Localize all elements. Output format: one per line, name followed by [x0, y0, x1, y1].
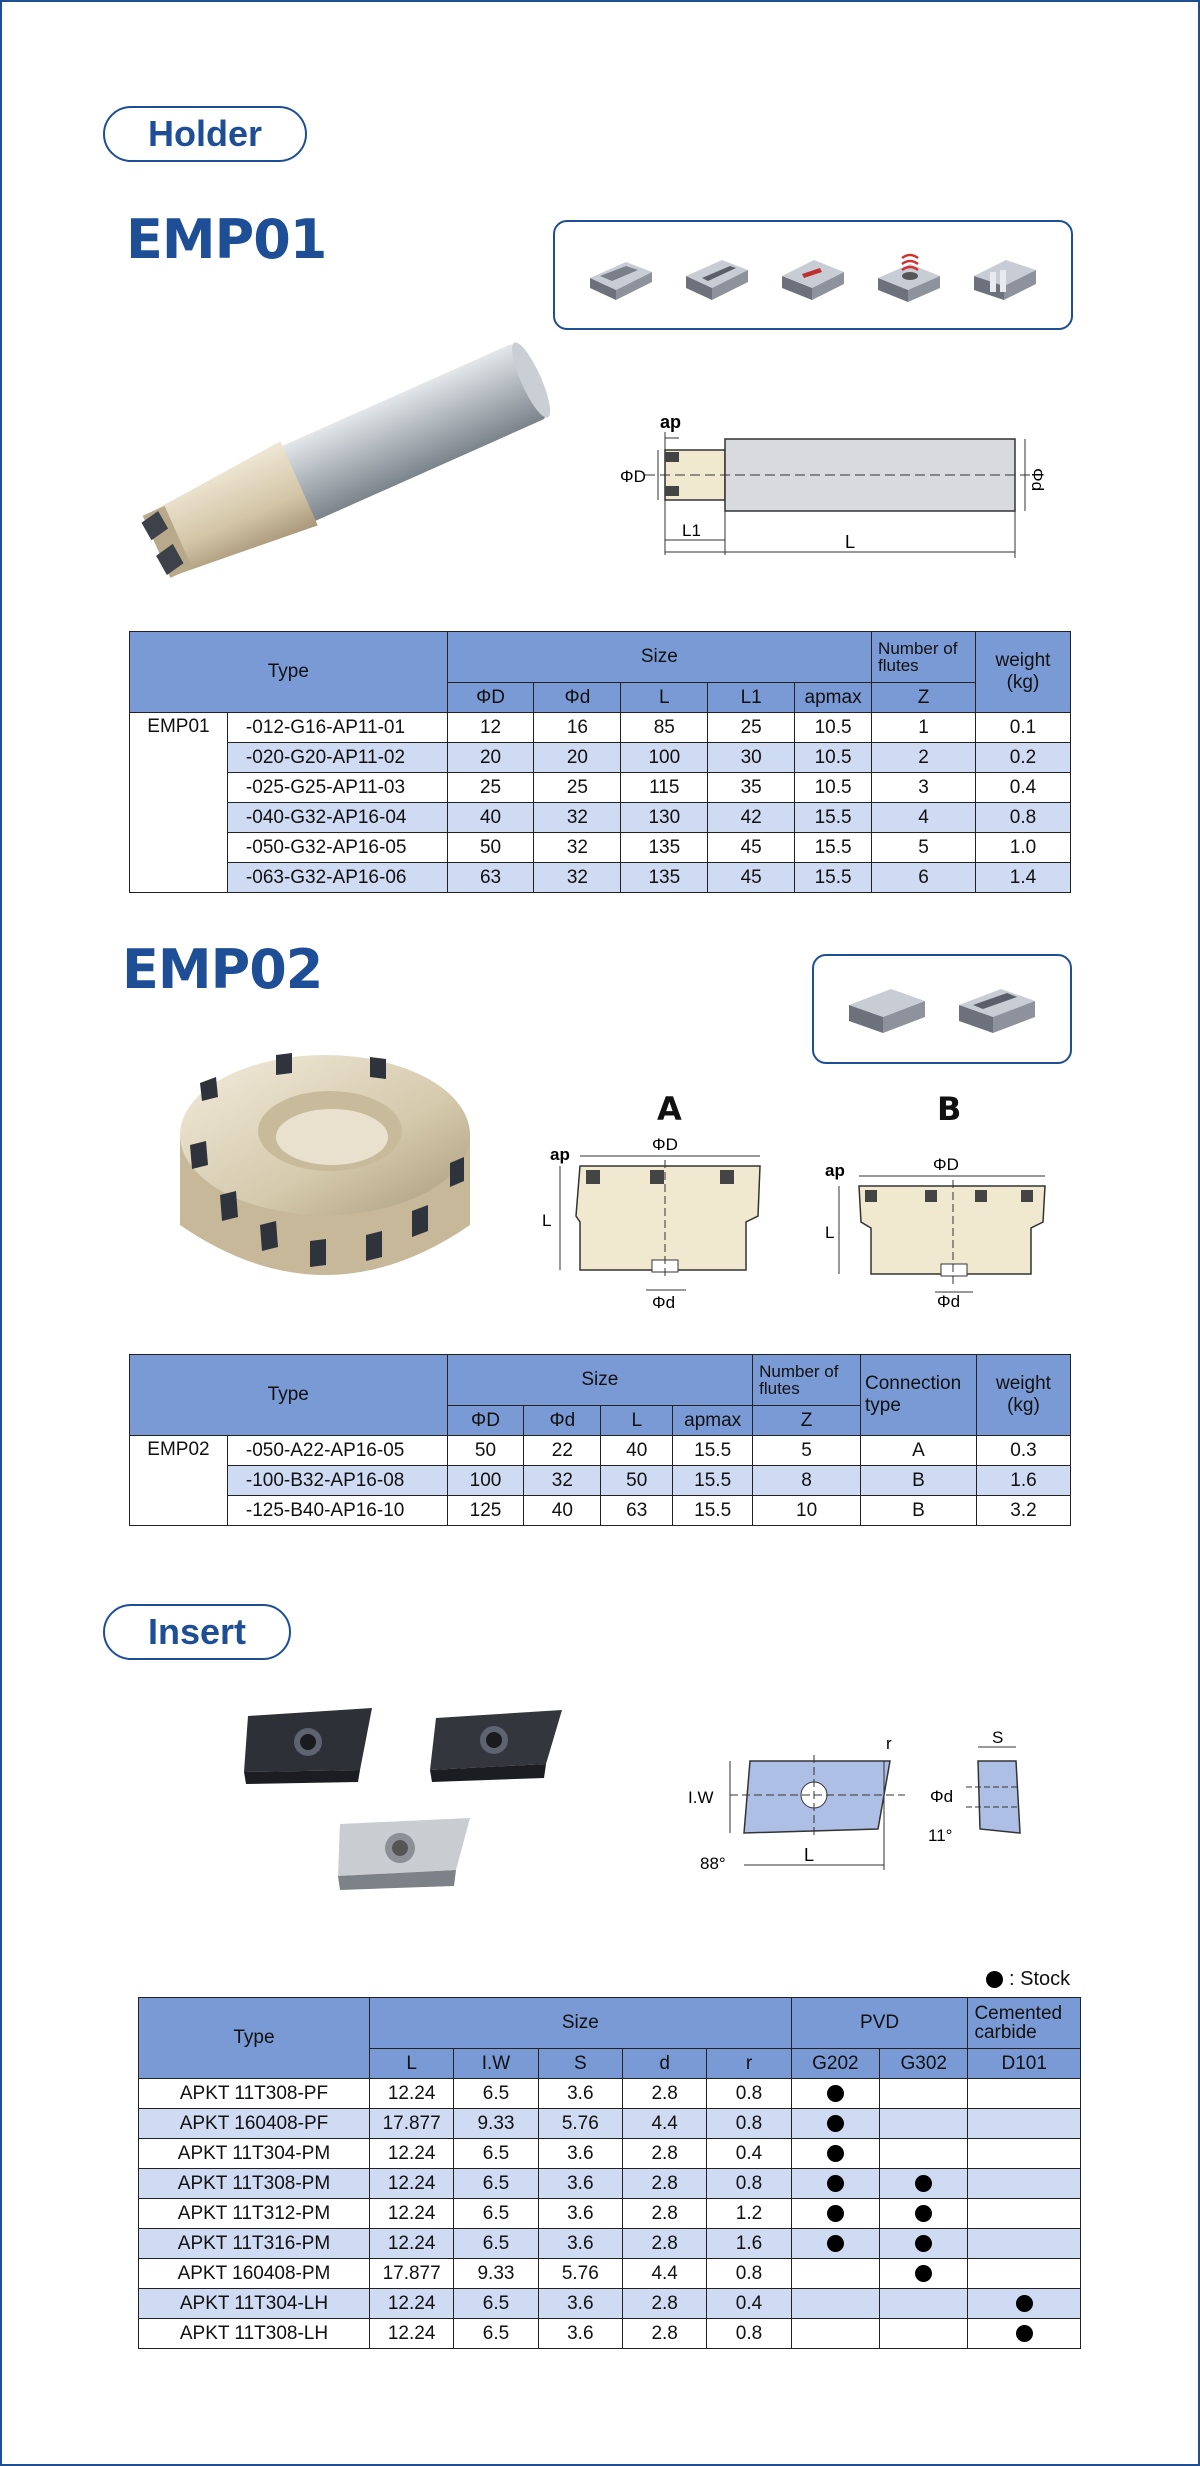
value-cell: 2.8	[623, 2229, 707, 2259]
emp01-spec-table	[129, 631, 1071, 893]
emp02-tool-image	[160, 1035, 490, 1315]
col-size-header: Size	[369, 1998, 791, 2049]
value-cell: 0.8	[707, 2169, 791, 2199]
table-row	[130, 1496, 1071, 1526]
emp01-dimension-diagram	[620, 410, 1050, 560]
type-code-cell: -025-G25-AP11-03	[227, 773, 447, 803]
value-cell: 3	[872, 773, 976, 803]
table-row	[130, 803, 1071, 833]
stock-dot-icon	[1016, 2295, 1033, 2312]
shoulder-milling-icon	[586, 248, 656, 303]
stock-cell	[791, 2199, 879, 2229]
col-size-header: Size	[447, 1355, 753, 1406]
emp02-diagram-a	[540, 1130, 770, 1310]
stock-dot-icon	[915, 2265, 932, 2282]
value-cell: 40	[601, 1436, 673, 1466]
phi-d-label: Φd	[1028, 468, 1047, 492]
stock-cell	[880, 2079, 968, 2109]
stock-cell	[880, 2289, 968, 2319]
L1-label: L1	[682, 521, 701, 540]
ap-label: ap	[660, 412, 682, 432]
value-cell: 115	[621, 773, 708, 803]
r-label: r	[886, 1734, 892, 1753]
type-code-cell: -125-B40-AP16-10	[227, 1496, 447, 1526]
sub-header: apmax	[673, 1406, 753, 1436]
value-cell: 2.8	[623, 2139, 707, 2169]
stock-cell	[880, 2139, 968, 2169]
L-label: L	[845, 532, 856, 552]
value-cell: 3.6	[538, 2139, 622, 2169]
value-cell: 10	[753, 1496, 861, 1526]
value-cell: 25	[708, 713, 795, 743]
type-code-cell: -050-G32-AP16-05	[227, 833, 447, 863]
col-type-header: Type	[130, 1355, 448, 1436]
col-flutes-header: Number of flutes	[753, 1355, 861, 1406]
insert-type-cell: APKT 11T304-LH	[139, 2289, 370, 2319]
value-cell: 0.3	[976, 1436, 1070, 1466]
value-cell: 10.5	[795, 773, 872, 803]
table-row	[130, 713, 1071, 743]
stock-cell	[968, 2229, 1081, 2259]
stock-cell	[791, 2229, 879, 2259]
shoulder-milling-icon	[845, 979, 929, 1039]
value-cell: 6.5	[454, 2139, 538, 2169]
insert-spec-table	[138, 1997, 1081, 2349]
value-cell: 0.8	[975, 803, 1070, 833]
insert-section-title: Insert	[103, 1604, 291, 1660]
insert-type-cell: APKT 11T308-PF	[139, 2079, 370, 2109]
value-cell: 5.76	[538, 2259, 622, 2289]
stock-cell	[968, 2139, 1081, 2169]
value-cell: 1.6	[707, 2229, 791, 2259]
insert-photos	[240, 1700, 580, 1900]
emp01-application-icons	[553, 220, 1073, 330]
value-cell: 1.0	[975, 833, 1070, 863]
insert-dark-1	[244, 1708, 372, 1784]
value-cell: 0.2	[975, 743, 1070, 773]
phi-d-label: Φd	[652, 1293, 676, 1312]
series-cell: EMP01	[130, 713, 228, 893]
value-cell: 2.8	[623, 2169, 707, 2199]
value-cell: 17.877	[369, 2109, 453, 2139]
sub-header: S	[538, 2049, 622, 2079]
value-cell: 6	[872, 863, 976, 893]
stock-dot-icon	[827, 2085, 844, 2102]
phi-d-label: Φd	[930, 1787, 954, 1806]
stock-dot-icon	[827, 2235, 844, 2252]
stock-legend-text: : Stock	[1009, 1968, 1071, 1990]
table-row	[139, 2259, 1081, 2289]
value-cell: 3.6	[538, 2229, 622, 2259]
emp01-tool-image	[120, 345, 580, 585]
table-row	[130, 773, 1071, 803]
value-cell: 100	[621, 743, 708, 773]
value-cell: 40	[524, 1496, 601, 1526]
type-code-cell: -050-A22-AP16-05	[227, 1436, 447, 1466]
value-cell: 42	[708, 803, 795, 833]
stock-dot-icon	[915, 2175, 932, 2192]
table-row	[139, 2229, 1081, 2259]
value-cell: 32	[534, 863, 621, 893]
value-cell: 25	[447, 773, 534, 803]
type-code-cell: -020-G20-AP11-02	[227, 743, 447, 773]
sub-header: L1	[708, 683, 795, 713]
value-cell: 0.8	[707, 2109, 791, 2139]
value-cell: 1.6	[976, 1466, 1070, 1496]
value-cell: 2	[872, 743, 976, 773]
value-cell: 12	[447, 713, 534, 743]
value-cell: 15.5	[795, 803, 872, 833]
phi-D-label: ΦD	[652, 1135, 678, 1154]
value-cell: 40	[447, 803, 534, 833]
col-size-header: Size	[447, 632, 871, 683]
L-label: L	[542, 1211, 552, 1230]
value-cell: 85	[621, 713, 708, 743]
insert-type-cell: APKT 11T308-LH	[139, 2319, 370, 2349]
stock-cell	[791, 2289, 879, 2319]
stock-dot-icon	[827, 2115, 844, 2132]
stock-cell	[968, 2079, 1081, 2109]
table-row	[139, 2109, 1081, 2139]
sub-header: Φd	[534, 683, 621, 713]
L-label: L	[804, 1845, 815, 1865]
value-cell: 0.8	[707, 2259, 791, 2289]
stock-cell	[880, 2109, 968, 2139]
stock-cell	[791, 2259, 879, 2289]
stock-cell	[968, 2169, 1081, 2199]
insert-silver	[338, 1818, 470, 1890]
value-cell: 1.2	[707, 2199, 791, 2229]
stock-cell	[968, 2259, 1081, 2289]
value-cell: 6.5	[454, 2199, 538, 2229]
value-cell: 12.24	[369, 2139, 453, 2169]
col-type-header: Type	[139, 1998, 370, 2079]
value-cell: 100	[447, 1466, 524, 1496]
value-cell: 3.6	[538, 2169, 622, 2199]
value-cell: 50	[447, 833, 534, 863]
value-cell: 35	[708, 773, 795, 803]
S-label: S	[992, 1728, 1004, 1747]
value-cell: 6.5	[454, 2229, 538, 2259]
value-cell: 0.4	[707, 2139, 791, 2169]
value-cell: 135	[621, 863, 708, 893]
value-cell: 3.6	[538, 2319, 622, 2349]
series-cell: EMP02	[130, 1436, 228, 1526]
value-cell: 6.5	[454, 2289, 538, 2319]
type-code-cell: -063-G32-AP16-06	[227, 863, 447, 893]
value-cell: 3.6	[538, 2289, 622, 2319]
value-cell: 15.5	[795, 833, 872, 863]
table-row	[139, 2199, 1081, 2229]
sub-header: D101	[968, 2049, 1081, 2079]
sub-header: I.W	[454, 2049, 538, 2079]
sub-header: d	[623, 2049, 707, 2079]
ramping-icon	[778, 248, 848, 303]
value-cell: 3.6	[538, 2079, 622, 2109]
value-cell: 45	[708, 863, 795, 893]
stock-cell	[880, 2199, 968, 2229]
value-cell: 22	[524, 1436, 601, 1466]
sub-header: r	[707, 2049, 791, 2079]
stock-cell	[968, 2109, 1081, 2139]
value-cell: 12.24	[369, 2079, 453, 2109]
value-cell: 20	[534, 743, 621, 773]
stock-dot-icon	[827, 2145, 844, 2162]
stock-dot-icon	[915, 2235, 932, 2252]
emp02-application-icons	[812, 954, 1072, 1064]
clearance-angle-label: 11°	[928, 1826, 953, 1845]
stock-cell	[880, 2169, 968, 2199]
table-row	[130, 863, 1071, 893]
angle-label: 88°	[700, 1854, 726, 1873]
stock-cell	[880, 2259, 968, 2289]
value-cell: 25	[534, 773, 621, 803]
stock-dot-icon	[827, 2175, 844, 2192]
stock-cell	[791, 2139, 879, 2169]
table-row	[139, 2169, 1081, 2199]
stock-dot-icon	[915, 2205, 932, 2222]
col-weight-header: weight (kg)	[976, 1355, 1070, 1436]
insert-type-cell: APKT 160408-PF	[139, 2109, 370, 2139]
value-cell: 50	[447, 1436, 524, 1466]
value-cell: 2.8	[623, 2289, 707, 2319]
stock-cell	[880, 2319, 968, 2349]
type-code-cell: -012-G16-AP11-01	[227, 713, 447, 743]
sub-header: L	[369, 2049, 453, 2079]
sub-header: ΦD	[447, 683, 534, 713]
value-cell: 4.4	[623, 2109, 707, 2139]
sub-header: L	[621, 683, 708, 713]
value-cell: 16	[534, 713, 621, 743]
sub-header: apmax	[795, 683, 872, 713]
value-cell: 2.8	[623, 2199, 707, 2229]
value-cell: 9.33	[454, 2109, 538, 2139]
insert-dark-2	[430, 1710, 562, 1782]
sub-header: Z	[872, 683, 976, 713]
value-cell: A	[861, 1436, 977, 1466]
col-type-header: Type	[130, 632, 448, 713]
value-cell: 2.8	[623, 2319, 707, 2349]
value-cell: 5	[753, 1436, 861, 1466]
col-connection-header: Connection type	[861, 1355, 977, 1436]
sub-header: L	[601, 1406, 673, 1436]
value-cell: 32	[534, 833, 621, 863]
col-weight-header: weight (kg)	[975, 632, 1070, 713]
slot-milling-icon	[682, 248, 752, 303]
table-row	[139, 2289, 1081, 2319]
value-cell: 130	[621, 803, 708, 833]
type-a-label: A	[657, 1090, 682, 1128]
stock-cell	[791, 2079, 879, 2109]
value-cell: 12.24	[369, 2169, 453, 2199]
value-cell: 1	[872, 713, 976, 743]
value-cell: 8	[753, 1466, 861, 1496]
holder-section-title: Holder	[103, 106, 307, 162]
value-cell: 12.24	[369, 2289, 453, 2319]
value-cell: 0.8	[707, 2079, 791, 2109]
value-cell: 135	[621, 833, 708, 863]
value-cell: 15.5	[673, 1436, 753, 1466]
value-cell: 6.5	[454, 2169, 538, 2199]
value-cell: 30	[708, 743, 795, 773]
emp01-title: EMP01	[126, 208, 327, 271]
value-cell: 50	[601, 1466, 673, 1496]
value-cell: 10.5	[795, 713, 872, 743]
value-cell: 4.4	[623, 2259, 707, 2289]
col-flutes-header: Number of flutes	[872, 632, 976, 683]
stock-dot-icon	[827, 2205, 844, 2222]
table-row	[139, 2319, 1081, 2349]
table-row	[130, 743, 1071, 773]
value-cell: 3.2	[976, 1496, 1070, 1526]
stock-dot-icon	[1016, 2325, 1033, 2342]
value-cell: 32	[534, 803, 621, 833]
type-code-cell: -100-B32-AP16-08	[227, 1466, 447, 1496]
phi-D-label: ΦD	[620, 467, 646, 486]
table-row	[130, 1436, 1071, 1466]
stock-cell	[968, 2289, 1081, 2319]
type-b-label: B	[937, 1090, 962, 1128]
value-cell: 15.5	[673, 1466, 753, 1496]
stock-cell	[791, 2109, 879, 2139]
table-row	[130, 833, 1071, 863]
stock-cell	[791, 2169, 879, 2199]
phi-d-label: Φd	[937, 1292, 961, 1311]
stock-cell	[880, 2229, 968, 2259]
col-pvd-header: PVD	[791, 1998, 968, 2049]
value-cell: B	[861, 1466, 977, 1496]
value-cell: 20	[447, 743, 534, 773]
ap-label: ap	[550, 1145, 570, 1164]
table-row	[130, 1466, 1071, 1496]
value-cell: 5	[872, 833, 976, 863]
value-cell: 9.33	[454, 2259, 538, 2289]
value-cell: 6.5	[454, 2319, 538, 2349]
value-cell: 10.5	[795, 743, 872, 773]
table-row	[139, 2079, 1081, 2109]
value-cell: 0.4	[707, 2289, 791, 2319]
emp02-diagram-b	[825, 1150, 1055, 1310]
emp02-spec-table	[129, 1354, 1071, 1526]
insert-type-cell: APKT 160408-PM	[139, 2259, 370, 2289]
iw-label: I.W	[688, 1788, 714, 1807]
value-cell: 1.4	[975, 863, 1070, 893]
helical-interpolation-icon	[874, 248, 944, 303]
insert-type-cell: APKT 11T308-PM	[139, 2169, 370, 2199]
sub-header: Z	[753, 1406, 861, 1436]
stock-cell	[968, 2199, 1081, 2229]
ap-label: ap	[825, 1161, 845, 1180]
stock-dot-icon	[986, 1971, 1003, 1988]
value-cell: 6.5	[454, 2079, 538, 2109]
slot-milling-icon	[955, 979, 1039, 1039]
phi-D-label: ΦD	[933, 1155, 959, 1174]
type-code-cell: -040-G32-AP16-04	[227, 803, 447, 833]
insert-type-cell: APKT 11T304-PM	[139, 2139, 370, 2169]
plunge-milling-icon	[970, 248, 1040, 303]
value-cell: 63	[447, 863, 534, 893]
value-cell: 5.76	[538, 2109, 622, 2139]
insert-type-cell: APKT 11T312-PM	[139, 2199, 370, 2229]
value-cell: 125	[447, 1496, 524, 1526]
insert-dimension-diagram	[680, 1728, 1040, 1875]
sub-header: Φd	[524, 1406, 601, 1436]
stock-cell	[791, 2319, 879, 2349]
value-cell: 0.1	[975, 713, 1070, 743]
L-label: L	[825, 1223, 835, 1242]
stock-legend	[986, 1968, 1070, 1991]
value-cell: 4	[872, 803, 976, 833]
value-cell: 45	[708, 833, 795, 863]
col-cemented-carbide-header: Cemented carbide	[968, 1998, 1081, 2049]
value-cell: 32	[524, 1466, 601, 1496]
value-cell: 12.24	[369, 2319, 453, 2349]
value-cell: 3.6	[538, 2199, 622, 2229]
value-cell: 15.5	[795, 863, 872, 893]
emp02-title: EMP02	[122, 938, 323, 1001]
value-cell: B	[861, 1496, 977, 1526]
table-row	[139, 2139, 1081, 2169]
value-cell: 12.24	[369, 2229, 453, 2259]
value-cell: 15.5	[673, 1496, 753, 1526]
value-cell: 0.8	[707, 2319, 791, 2349]
insert-type-cell: APKT 11T316-PM	[139, 2229, 370, 2259]
sub-header: G202	[791, 2049, 879, 2079]
value-cell: 0.4	[975, 773, 1070, 803]
sub-header: ΦD	[447, 1406, 524, 1436]
sub-header: G302	[880, 2049, 968, 2079]
value-cell: 12.24	[369, 2199, 453, 2229]
value-cell: 63	[601, 1496, 673, 1526]
stock-cell	[968, 2319, 1081, 2349]
value-cell: 17.877	[369, 2259, 453, 2289]
value-cell: 2.8	[623, 2079, 707, 2109]
